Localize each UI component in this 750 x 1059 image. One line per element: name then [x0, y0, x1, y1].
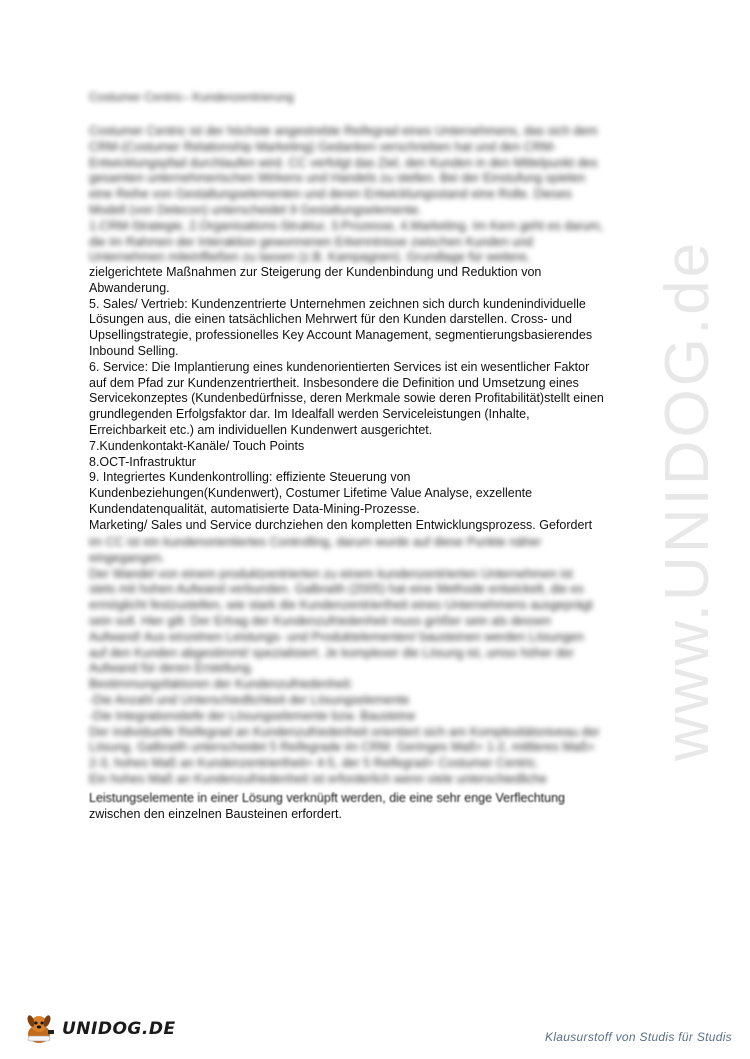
- text-line: 9. Integriertes Kundenkontrolling: effiziente Steuerung von: [89, 470, 411, 485]
- text-line: Erreichbarkeit etc.) am individuellen Kundenwert ausgerichtet.: [89, 422, 433, 437]
- footer-logo[interactable]: [22, 1012, 176, 1046]
- logo-text: UNIDOG.DE: [62, 1019, 176, 1039]
- footer-slogan: Klausurstoff von Studis für Studis: [545, 1030, 732, 1044]
- dog-mascot-icon: [22, 1012, 58, 1046]
- text-line: Marketing/ Sales und Service durchziehen den kompletten Entwicklungsprozess. Gefordert: [89, 517, 593, 532]
- text-line: 8.OCT-Infrastruktur: [89, 454, 196, 469]
- text-line: auf den Kunden abgestimmt/ spezialisiert. Je komplexer die Lösung ist, umso höher der: [89, 645, 574, 660]
- text-line: sein soll. Hier gilt: Der Ertrag der Kundenzufriedenheit muss größer sein als dessen: [89, 613, 552, 628]
- text-line: Servicekonzeptes (Kundenbedürfnisse, deren Merkmale sowie deren Profitabilität)stellt einen: [89, 391, 604, 406]
- text-line: Entwicklungspfad durchlaufen wird. CC verfolgt das Ziel, den Kunden in den Mittelpunkt des: [89, 155, 598, 170]
- text-line: 6. Service: Die Implantierung eines kundenorientierten Services ist ein wesentlicher Faktor: [89, 359, 590, 374]
- text-line: -Die Anzahl und Unterschiedlichkeit der Lösungselemente: [89, 692, 410, 707]
- text-line: Ein hohes Maß an Kundenzufriedenheit ist erforderlich wenn viele unterschiedliche: [89, 771, 547, 786]
- watermark-text: www.UNIDOG.de: [653, 239, 723, 761]
- document-title: Costumer Centric– Kundenzentrierung: [89, 90, 294, 104]
- text-line: Lösungen aus, die einen tatsächlichen Mehrwert für den Kunden darstellen. Cross- und: [89, 312, 572, 327]
- intro-paragraph-blurred: [89, 124, 681, 266]
- text-line: 7.Kundenkontakt-Kanäle/ Touch Points: [89, 438, 305, 453]
- text-line: Lösung. Galbraith unterscheidet 5 Reifegrade im CRM. Geringes Maß= 1-2, mittleres Maß=: [89, 740, 595, 755]
- text-line: Leistungselemente in einer Lösung verknüpft werden, die eine sehr enge Verflechtung: [89, 791, 566, 805]
- text-line: grundlegenden Erfolgsfaktor dar. Im Idealfall werden Serviceleistungen (Inhalte,: [89, 407, 530, 422]
- text-line: Kundendatenqualität, automatisierte Data-Mining-Prozesse.: [89, 501, 420, 516]
- text-line: ermöglicht festzustellen, wie stark die Kundenzentriertheit eines Unternehmens ausgeprägt: [89, 598, 593, 613]
- text-line: im CC ist ein kundenorientiertes Controlling, darum wurde auf diese Punkte näher: [89, 535, 542, 549]
- visible-paragraph: [89, 265, 681, 534]
- text-line: auf dem Pfad zur Kundenzentriertheit. Insbesondere die Definition und Umsetzung eines: [89, 375, 579, 390]
- text-line: Upsellingstrategie, professionelles Key Account Management, segmentierungsbasierendes: [89, 328, 593, 343]
- text-line: Costumer Centric ist der höchste angestrebte Reifegrad eines Unternehmens, das sich dem: [89, 124, 598, 138]
- text-line: Aufwand! Aus einzelnen Leistungs- und Produktelementen/ bausteinen werden Lösungen: [89, 629, 584, 644]
- text-line: Abwanderung.: [89, 280, 170, 295]
- text-line: eine Reihe von Gestaltungselementen und deren Entwicklungsstand eine Rolle. Dieses: [89, 187, 572, 202]
- text-line: Inbound Selling.: [89, 343, 179, 358]
- text-line: eingegangen.: [89, 550, 165, 565]
- text-line: 5. Sales/ Vertrieb: Kundenzentrierte Unternehmen zeichnen sich durch kundenindividuelle: [89, 296, 586, 311]
- text-line: Unternehmen miteinfließen zu lassen (z.B. Kampagnen). Grundlage für weitere,: [89, 250, 531, 265]
- text-line: stets mit hohen Aufwand verbunden. Galbraith (2005) hat eine Methode entwickelt, die es: [89, 582, 584, 597]
- text-line: Modell (von Detecon) unterscheidet 9 Gestaltungselemente.: [89, 202, 422, 217]
- text-line: Bestimmungsfaktoren der Kundenzufriedenheit:: [89, 677, 354, 692]
- text-line: die im Rahmen der Interaktion gewonnenen Erkenntnisse zwischen Kunden und: [89, 234, 534, 249]
- text-line: 2-3, hohes Maß an Kundenzentriertheit= 4-5, der 5 Reifegrad= Costumer Centric.: [89, 756, 540, 771]
- text-line: zwischen den einzelnen Bausteinen erfordert.: [89, 806, 342, 821]
- outro-paragraph-blurred: [89, 535, 681, 788]
- text-line: CRM-(Costumer Relationship Marketing) Gedanken verschrieben hat und den CRM-: [89, 139, 557, 154]
- text-line: -Die Integrationstiefe der Lösungselemente bzw. Bausteine: [89, 708, 416, 723]
- text-line: Der individuelle Reifegrad an Kundenzufriedenheit orientiert sich am Komplexitätsniveau der: [89, 724, 600, 739]
- text-line: Kundenbeziehungen(Kundenwert), Costumer Lifetime Value Analyse, exzellente: [89, 486, 533, 501]
- tail-paragraph: [89, 791, 681, 823]
- text-line: 1.CRM-Strategie, 2.Organisations-Struktur, 3.Prozesse, 4.Marketing. Im Kern geht es darum,: [89, 218, 604, 233]
- text-line: gesamten unternehmerischen Wirkens und Handels zu stellen. Bei der Einstufung spielen: [89, 171, 586, 186]
- text-line: zielgerichtete Maßnahmen zur Steigerung der Kundenbindung und Reduktion von: [89, 265, 542, 279]
- text-line: Der Wandel von einem produktzentrierten zu einem kundenzentrierten Unternehmen ist: [89, 566, 573, 581]
- text-line: Aufwand für deren Erstellung.: [89, 661, 254, 676]
